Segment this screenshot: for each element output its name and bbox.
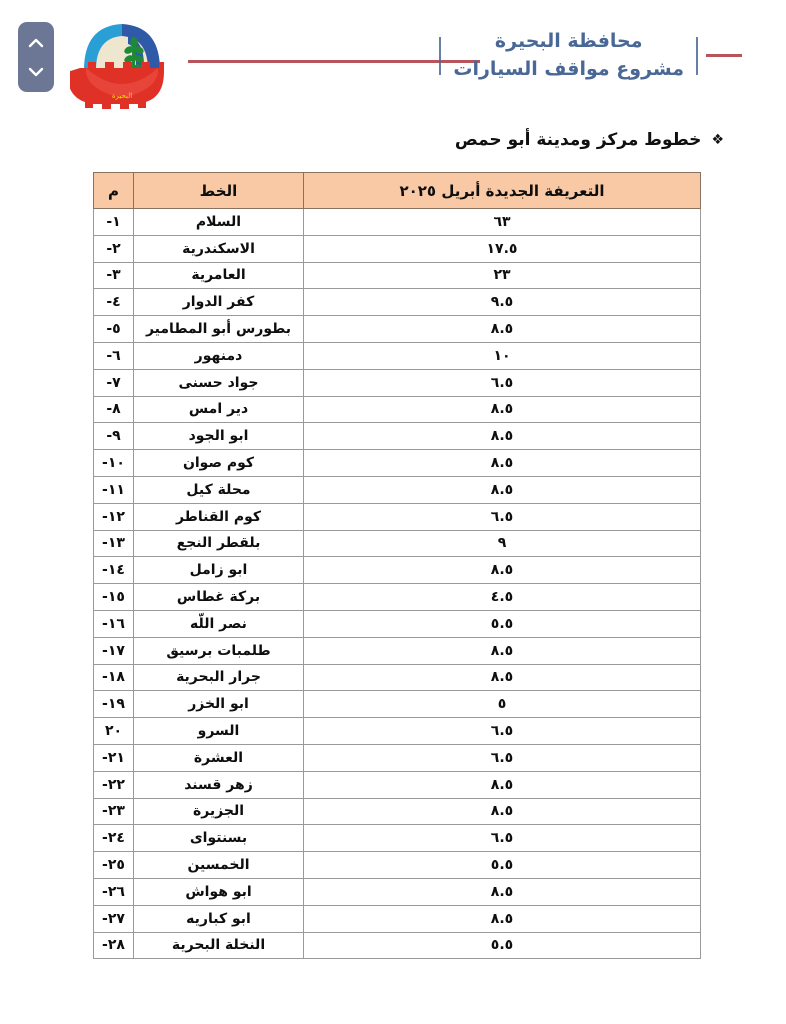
governorate-emblem-logo bbox=[70, 14, 174, 114]
cell-line-name: محلة كيل bbox=[134, 476, 304, 503]
table-row bbox=[94, 691, 701, 718]
cell-line-name: السلام bbox=[134, 209, 304, 236]
cell-tariff: ٨.٥ bbox=[304, 798, 701, 825]
cell-row-number: ١٤- bbox=[94, 557, 134, 584]
section-title-text: خطوط مركز ومدينة أبو حمص bbox=[454, 130, 702, 150]
table-row bbox=[94, 316, 701, 343]
cell-line-name: العشرة bbox=[134, 744, 304, 771]
cell-tariff: ٨.٥ bbox=[304, 878, 701, 905]
table-row bbox=[94, 396, 701, 423]
flower-bullet-icon: ❖ bbox=[711, 132, 724, 148]
cell-line-name: ابو هواش bbox=[134, 878, 304, 905]
cell-tariff: ١٧.٥ bbox=[304, 235, 701, 262]
cell-row-number: ١٩- bbox=[94, 691, 134, 718]
cell-line-name: السرو bbox=[134, 718, 304, 745]
cell-tariff: ٩.٥ bbox=[304, 289, 701, 316]
header-vertical-bar-left bbox=[439, 37, 441, 75]
cell-tariff: ٨.٥ bbox=[304, 476, 701, 503]
cell-tariff: ٥.٥ bbox=[304, 610, 701, 637]
table-row bbox=[94, 664, 701, 691]
table-row bbox=[94, 476, 701, 503]
cell-tariff: ٦.٥ bbox=[304, 825, 701, 852]
cell-tariff: ٨.٥ bbox=[304, 423, 701, 450]
cell-line-name: كوم القناطر bbox=[134, 503, 304, 530]
cell-tariff: ٢٣ bbox=[304, 262, 701, 289]
cell-row-number: ١٧- bbox=[94, 637, 134, 664]
table-row bbox=[94, 289, 701, 316]
cell-row-number: ١٥- bbox=[94, 584, 134, 611]
cell-row-number: ٢٠ bbox=[94, 718, 134, 745]
cell-tariff: ٦.٥ bbox=[304, 369, 701, 396]
cell-row-number: ١- bbox=[94, 209, 134, 236]
cell-row-number: ٢٣- bbox=[94, 798, 134, 825]
cell-row-number: ٢٢- bbox=[94, 771, 134, 798]
cell-line-name: كوم صوان bbox=[134, 450, 304, 477]
cell-row-number: ٢- bbox=[94, 235, 134, 262]
svg-text:البحيرة: البحيرة bbox=[111, 92, 133, 100]
table-row bbox=[94, 557, 701, 584]
cell-line-name: النخلة البحرية bbox=[134, 932, 304, 959]
cell-tariff: ٦.٥ bbox=[304, 503, 701, 530]
cell-tariff: ٨.٥ bbox=[304, 905, 701, 932]
cell-row-number: ١٦- bbox=[94, 610, 134, 637]
header-title-block bbox=[439, 28, 750, 83]
cell-line-name: ابو الخزر bbox=[134, 691, 304, 718]
section-title bbox=[455, 130, 724, 150]
cell-tariff: ٥.٥ bbox=[304, 932, 701, 959]
cell-line-name: الخمسين bbox=[134, 852, 304, 879]
cell-tariff: ٨.٥ bbox=[304, 450, 701, 477]
cell-row-number: ٢١- bbox=[94, 744, 134, 771]
table-row bbox=[94, 825, 701, 852]
table-row bbox=[94, 771, 701, 798]
cell-line-name: جواد حسنى bbox=[134, 369, 304, 396]
cell-tariff: ٦.٥ bbox=[304, 718, 701, 745]
table-row bbox=[94, 530, 701, 557]
table-row bbox=[94, 262, 701, 289]
cell-tariff: ٨.٥ bbox=[304, 316, 701, 343]
cell-line-name: بطورس أبو المطامير bbox=[134, 316, 304, 343]
table-row bbox=[94, 503, 701, 530]
cell-tariff: ٥ bbox=[304, 691, 701, 718]
table-row bbox=[94, 637, 701, 664]
cell-line-name: طلمبات برسيق bbox=[134, 637, 304, 664]
cell-row-number: ١٠- bbox=[94, 450, 134, 477]
table-row bbox=[94, 369, 701, 396]
table-row bbox=[94, 423, 701, 450]
cell-row-number: ٣- bbox=[94, 262, 134, 289]
cell-line-name: العامرية bbox=[134, 262, 304, 289]
cell-row-number: ١٨- bbox=[94, 664, 134, 691]
cell-line-name: ابو زامل bbox=[134, 557, 304, 584]
cell-row-number: ١٣- bbox=[94, 530, 134, 557]
table-row bbox=[94, 584, 701, 611]
cell-tariff: ٤.٥ bbox=[304, 584, 701, 611]
table-row bbox=[94, 744, 701, 771]
cell-tariff: ٨.٥ bbox=[304, 664, 701, 691]
table-row bbox=[94, 610, 701, 637]
governorate-name: محافظة البحيرة bbox=[494, 30, 643, 52]
cell-row-number: ٤- bbox=[94, 289, 134, 316]
tariff-table-body bbox=[94, 209, 701, 959]
cell-line-name: بسنتواى bbox=[134, 825, 304, 852]
table-row bbox=[94, 718, 701, 745]
cell-row-number: ٨- bbox=[94, 396, 134, 423]
cell-row-number: ٢٤- bbox=[94, 825, 134, 852]
tariff-table bbox=[93, 172, 701, 959]
column-header-tariff: التعريفة الجديدة أبريل ٢٠٢٥ bbox=[304, 173, 701, 209]
cell-row-number: ١١- bbox=[94, 476, 134, 503]
cell-line-name: ابو الجود bbox=[134, 423, 304, 450]
cell-line-name: جرار البحرية bbox=[134, 664, 304, 691]
cell-tariff: ٦٣ bbox=[304, 209, 701, 236]
project-name: مشروع مواقف السيارات bbox=[453, 57, 684, 80]
cell-line-name: الجزيرة bbox=[134, 798, 304, 825]
cell-line-name: كفر الدوار bbox=[134, 289, 304, 316]
cell-row-number: ٢٥- bbox=[94, 852, 134, 879]
table-row bbox=[94, 905, 701, 932]
cell-tariff: ٨.٥ bbox=[304, 771, 701, 798]
cell-row-number: ٧- bbox=[94, 369, 134, 396]
cell-line-name: بلقطر النجع bbox=[134, 530, 304, 557]
table-row bbox=[94, 342, 701, 369]
cell-row-number: ٦- bbox=[94, 342, 134, 369]
cell-line-name: بركة غطاس bbox=[134, 584, 304, 611]
table-row bbox=[94, 798, 701, 825]
cell-row-number: ٩- bbox=[94, 423, 134, 450]
cell-row-number: ١٢- bbox=[94, 503, 134, 530]
table-row bbox=[94, 209, 701, 236]
document-header bbox=[0, 0, 786, 120]
cell-row-number: ٢٧- bbox=[94, 905, 134, 932]
cell-line-name: دمنهور bbox=[134, 342, 304, 369]
cell-tariff: ٨.٥ bbox=[304, 396, 701, 423]
cell-tariff: ٦.٥ bbox=[304, 744, 701, 771]
cell-tariff: ٩ bbox=[304, 530, 701, 557]
table-row bbox=[94, 450, 701, 477]
table-row bbox=[94, 878, 701, 905]
cell-tariff: ٨.٥ bbox=[304, 637, 701, 664]
cell-line-name: دير امس bbox=[134, 396, 304, 423]
cell-tariff: ٨.٥ bbox=[304, 557, 701, 584]
cell-line-name: الاسكندرية bbox=[134, 235, 304, 262]
header-divider-short bbox=[706, 54, 742, 57]
cell-tariff: ١٠ bbox=[304, 342, 701, 369]
column-header-no: م bbox=[94, 173, 134, 209]
table-row bbox=[94, 932, 701, 959]
cell-row-number: ٢٨- bbox=[94, 932, 134, 959]
header-divider-long bbox=[188, 60, 480, 63]
cell-tariff: ٥.٥ bbox=[304, 852, 701, 879]
column-header-line: الخط bbox=[134, 173, 304, 209]
header-vertical-bar-right bbox=[696, 37, 698, 75]
table-header-row bbox=[94, 173, 701, 209]
cell-line-name: ابو كباريه bbox=[134, 905, 304, 932]
table-row bbox=[94, 852, 701, 879]
cell-row-number: ٥- bbox=[94, 316, 134, 343]
cell-line-name: زهر قسند bbox=[134, 771, 304, 798]
cell-row-number: ٢٦- bbox=[94, 878, 134, 905]
cell-line-name: نصر اللّه bbox=[134, 610, 304, 637]
table-row bbox=[94, 235, 701, 262]
